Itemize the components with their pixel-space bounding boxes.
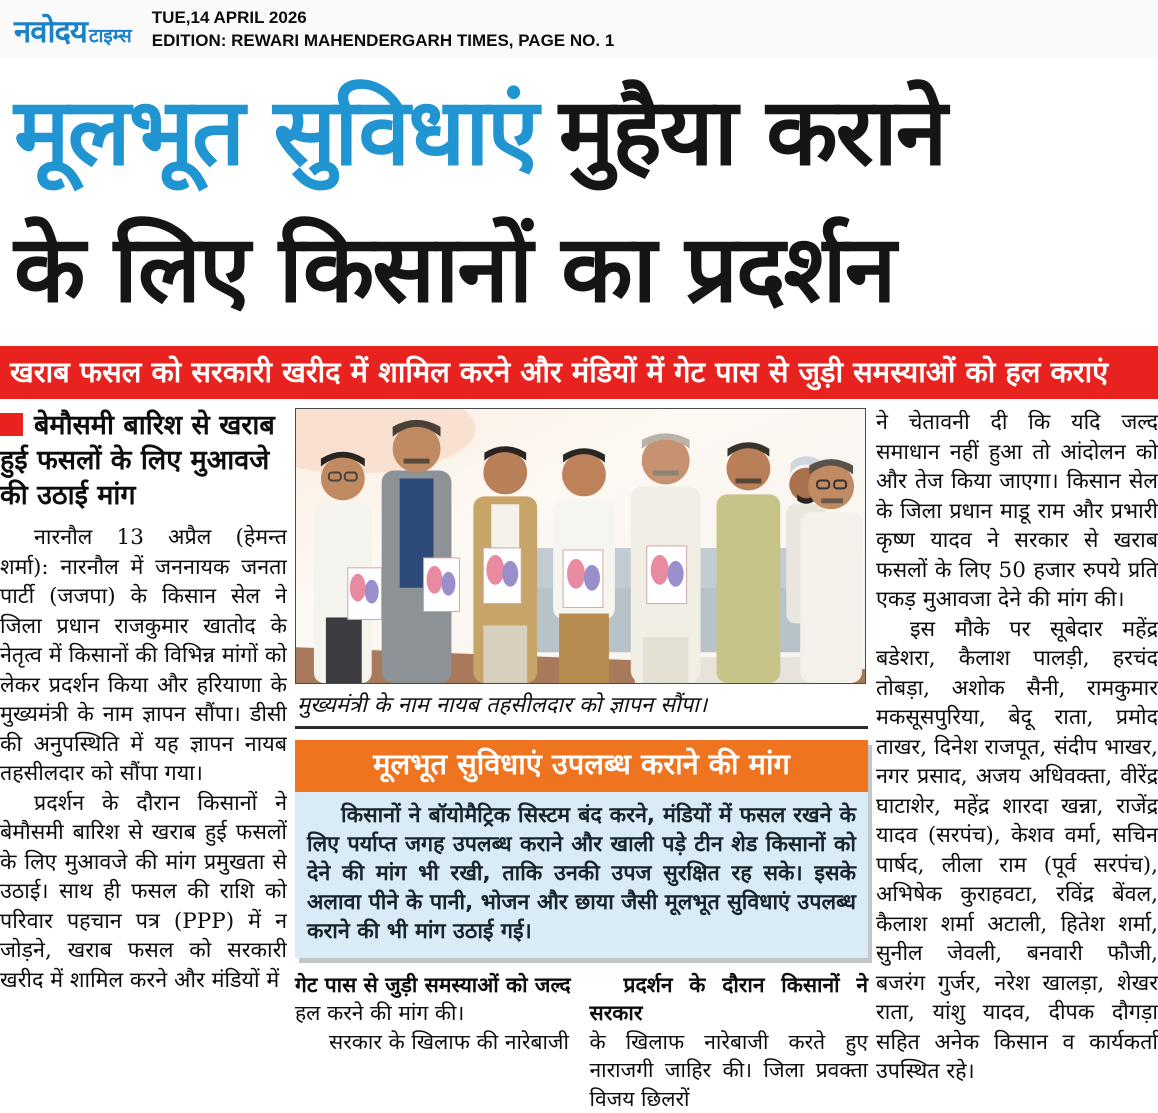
left-column [0, 408, 287, 1113]
headline-blue-part: मूलभूत सुविधाएं [14, 78, 537, 186]
photo-caption: मुख्यमंत्री के नाम नायब तहसीलदार को ज्ञापन सौंपा। [295, 684, 868, 729]
red-square-bullet [0, 413, 23, 436]
right-paragraph-1: ने चेतावनी दी कि यदि जल्द समाधान नहीं हुआ तो आंदोलन को और तेज किया जाएगा। किसान सेल के जिला प्रधान माडू राम और प्रभारी कृष्ण यादव ने सरकार से खराब फसलों के लिए 50 हजार रुपये प्रति एकड़ मुआवजा देने की मांग की। [876, 410, 1158, 613]
red-strapline: खराब फसल को सरकारी खरीद में शामिल करने और मंडियों में गेट पास से जुड़ी समस्याओं को हल कराएं [0, 346, 1158, 399]
edition-dateline [152, 7, 615, 53]
bottom-text-columns [295, 971, 868, 1113]
left-subheadline [0, 408, 287, 513]
headline-line2: के लिए किसानों का प्रदर्शन [14, 215, 895, 323]
headline-text [14, 64, 1144, 338]
newspaper-logo [14, 13, 132, 50]
date-line: TUE,14 APRIL 2026 [151, 8, 307, 28]
left-paragraph-2: प्रदर्शन के दौरान किसानों ने बेमौसमी बारिश से खराब हुई फसलों के लिए मुआवजे की मांग प्रमुखता से उठाई। साथ ही फसल की राशि को परिवार पहचान पत्र (PPP) में न जोड़ने, खराब फसल को सरकारी खरीद में शामिल करने और मंडियों में [0, 790, 287, 993]
bottom-col1-para2: सरकार के खिलाफ की नारेबाजी [329, 1029, 569, 1054]
group-photo-illustration [295, 408, 866, 684]
logo-sub-text: टाइम्स [88, 24, 132, 47]
left-subheadline-text: बेमौसमी बारिश से खराब हुई फसलों के लिए मुआवजे की उठाई मांग [0, 410, 275, 512]
middle-column [295, 408, 868, 1113]
news-photo-figure [295, 408, 868, 729]
bottom-col2-lead: प्रदर्शन के दौरान किसानों ने सरकार [589, 972, 868, 1026]
bottom-column-1 [295, 971, 574, 1113]
main-headline [0, 58, 1158, 340]
masthead [0, 0, 1158, 58]
demand-box-body: किसानों ने बॉयोमैट्रिक सिस्टम बंद करने, मंडियों में फसल रखने के लिए पर्याप्त जगह उपलब्ध कराने और खाली पड़े टीन शेड किसानों को देने की मांग भी रखी, ताकि उनकी उपज सुरक्षित रह सके। इसके अलावा पीने के पानी, भोजन और छाया जैसी मूलभूत सुविधाएं उपलब्ध कराने की भी मांग उठाई गई। [295, 792, 868, 958]
edition-line: EDITION: REWARI MAHENDERGARH TIMES, PAGE NO. 1 [151, 31, 615, 50]
headline-black-part: मुहैया कराने [558, 78, 946, 186]
right-paragraph-2: इस मौके पर सूबेदार महेंद्र बडेशरा, कैलाश पालड़ी, हरचंद तोबड़ा, अशोक सैनी, रामकुमार मकसूसपुरिया, बेदू राता, प्रमोद ताखर, दिनेश राजपूत, संदीप भाखर, नगर प्रसाद, अजय अधिवक्ता, वीरेंद्र घाटाशेर, महेंद्र शारदा खन्ना, राजेंद्र यादव (सरपंच), केशव वर्मा, सचिन पार्षद, लीला राम (पूर्व सरपंच), अभिषेक कुराहवटा, रविंद्र बेंवल, कैलाश शर्मा अटाली, हितेश शर्मा, सुनील जेवली, बनवारी फौजी, बजरंग गुर्जर, नरेश खालड़ा, शेखर राता, यांशु यादव, दीपक दौगड़ा सहित अनेक किसान व कार्यकर्ता उपस्थित रहे। [876, 616, 1158, 1085]
demand-box-title: मूलभूत सुविधाएं उपलब्ध कराने की मांग [295, 740, 868, 791]
demand-highlight-box [295, 740, 868, 957]
bottom-col1-text: हल करने की मांग की। [295, 1001, 465, 1026]
bottom-column-2 [590, 971, 869, 1113]
right-column [876, 408, 1158, 1113]
bottom-col2-text: के खिलाफ नारेबाजी करते हुए नाराजगी जाहिर की। जिला प्रवक्ता विजय छिलरों [589, 1029, 868, 1111]
article-body [0, 399, 1158, 1111]
logo-main-text: नवोदय [14, 13, 87, 50]
bottom-col1-lead: गेट पास से जुड़ी समस्याओं को जल्द [295, 972, 571, 997]
left-paragraph-1: नारनौल 13 अप्रैल (हेमन्त शर्मा): नारनौल में जननायक जनता पार्टी (जजपा) के किसान सेल ने जिला प्रधान राजकुमार खातोद के नेतृत्व में किसानों की विभिन्न मांगों को लेकर प्रदर्शन किया और हरियाणा के मुख्यमंत्री के नाम ज्ञापन सौंपा। डीसी की अनुपस्थिति में यह ज्ञापन नायब तहसीलदार को सौंपा गया। [0, 525, 287, 787]
